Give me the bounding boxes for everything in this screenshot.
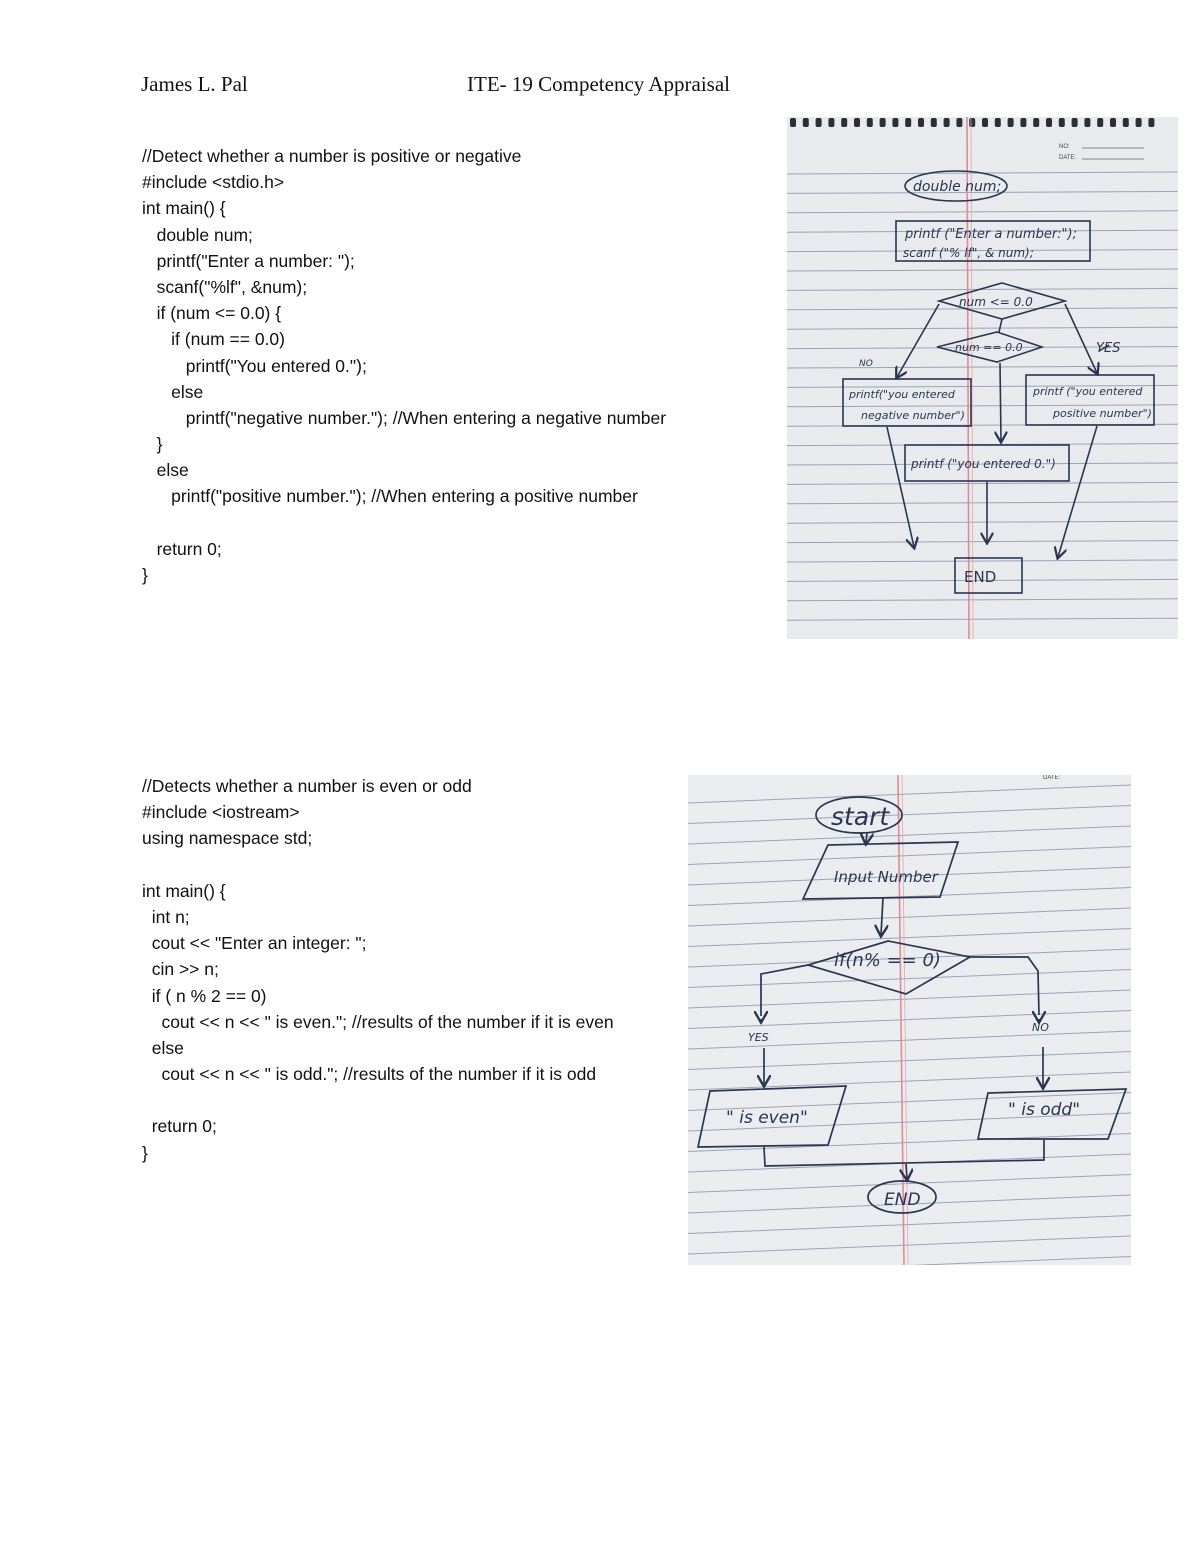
spiral-hole — [1059, 118, 1065, 127]
spiral-hole — [1072, 118, 1078, 127]
code-line: cin >> n; — [142, 959, 219, 980]
decision-1-text: num <= 0.0 — [959, 295, 1033, 309]
code-line: cout << "Enter an integer: "; — [142, 933, 367, 954]
branch-no-label: NO — [1032, 1021, 1049, 1034]
end-text: END — [884, 1190, 921, 1210]
spiral-hole — [1020, 118, 1026, 127]
end-text: END — [964, 568, 997, 586]
code-line: cout << n << " is even."; //results of the number if it is even — [142, 1011, 614, 1032]
spiral-hole — [880, 118, 886, 127]
code-line: //Detects whether a number is even or odd — [142, 776, 472, 796]
spiral-hole — [1084, 118, 1090, 127]
spiral-hole — [841, 118, 847, 127]
flowchart-photo-even-odd — [688, 775, 1131, 1265]
spiral-hole — [969, 118, 975, 127]
odd-output-text: " is odd" — [1008, 1100, 1081, 1120]
spiral-hole — [956, 118, 962, 127]
spiral-hole — [1097, 118, 1103, 127]
flowchart-positive-negative — [787, 117, 1178, 639]
code-line: if ( n % 2 == 0) — [142, 985, 267, 1006]
decision-text: if(n% == 0) — [834, 950, 941, 971]
branch-yes-label: YES — [748, 1031, 769, 1044]
code-line: printf("negative number."); //When entering a negative number — [142, 407, 667, 428]
spiral-hole — [931, 118, 937, 127]
spiral-hole — [1148, 118, 1154, 127]
document-title: ITE- 19 Competency Appraisal — [467, 72, 731, 96]
flowchart-photo-positive-negative — [787, 117, 1178, 639]
code-line: using namespace std; — [142, 828, 313, 849]
code-line: #include <stdio.h> — [142, 172, 285, 193]
code-line: if (num <= 0.0) { — [142, 303, 282, 324]
negative-output-line-2: negative number") — [861, 409, 965, 422]
spiral-hole — [1136, 118, 1142, 127]
date-label: DATE: — [1043, 775, 1061, 781]
spiral-hole — [995, 118, 1001, 127]
spiral-hole — [803, 118, 809, 127]
code-line: scanf("%lf", &num); — [142, 276, 308, 297]
code-line: return 0; — [142, 1116, 217, 1137]
spiral-hole — [790, 118, 796, 127]
code-line — [142, 510, 666, 536]
positive-output-line-2: positive number") — [1053, 407, 1152, 420]
flowchart-even-odd — [688, 775, 1131, 1265]
spiral-hole — [892, 118, 898, 127]
code-line: } — [142, 434, 163, 455]
code-line: return 0; — [142, 538, 222, 559]
no-label: NO: — [1059, 144, 1070, 150]
positive-output-line-1: printf ("you entered — [1033, 385, 1143, 398]
branch-no-label: NO — [859, 359, 873, 369]
author-name: James L. Pal — [141, 72, 248, 96]
code-block-positive-negative — [142, 143, 666, 588]
decision-2-text: num == 0.0 — [955, 341, 1023, 354]
code-block-even-odd — [142, 773, 614, 1166]
spiral-hole — [854, 118, 860, 127]
spiral-hole — [1123, 118, 1129, 127]
code-line: printf("Enter a number: "); — [142, 250, 355, 271]
spiral-hole — [1033, 118, 1039, 127]
spiral-hole — [828, 118, 834, 127]
code-line: int main() { — [142, 880, 226, 901]
spiral-hole — [905, 118, 911, 127]
code-line: //Detect whether a number is positive or negative — [142, 146, 522, 166]
input-text: Input Number — [834, 868, 938, 886]
code-line: int n; — [142, 906, 190, 927]
code-line: else — [142, 460, 189, 481]
spiral-hole — [944, 118, 950, 127]
code-line: if (num == 0.0) — [142, 329, 285, 350]
code-line: else — [142, 381, 204, 402]
declare-text: double num; — [913, 179, 1002, 195]
negative-output-line-1: printf("you entered — [849, 388, 955, 401]
io-text-line-2: scanf ("% lf", & num); — [903, 246, 1034, 260]
even-output-text: " is even" — [726, 1108, 808, 1128]
spiral-hole — [1046, 118, 1052, 127]
branch-yes-label: YES — [1096, 341, 1121, 356]
code-line: int main() { — [142, 198, 226, 219]
start-text: start — [831, 802, 890, 831]
code-line — [142, 852, 614, 878]
code-line: else — [142, 1037, 184, 1058]
io-text-line-1: printf ("Enter a number:"); — [905, 227, 1077, 242]
spiral-hole — [1110, 118, 1116, 127]
spiral-hole — [982, 118, 988, 127]
code-line: double num; — [142, 224, 253, 245]
code-line: printf("You entered 0."); — [142, 355, 367, 376]
code-line — [142, 1087, 614, 1113]
spiral-hole — [867, 118, 873, 127]
spiral-hole — [1008, 118, 1014, 127]
spiral-hole — [918, 118, 924, 127]
code-line: } — [142, 1142, 148, 1163]
date-label: DATE: — [1059, 155, 1077, 161]
code-line: cout << n << " is odd."; //results of the number if it is odd — [142, 1064, 597, 1085]
zero-output-text: printf ("you entered 0.") — [911, 457, 1056, 471]
code-line: printf("positive number."); //When entering a positive number — [142, 486, 638, 507]
code-line: } — [142, 565, 148, 585]
spiral-hole — [816, 118, 822, 127]
code-line: #include <iostream> — [142, 802, 300, 823]
